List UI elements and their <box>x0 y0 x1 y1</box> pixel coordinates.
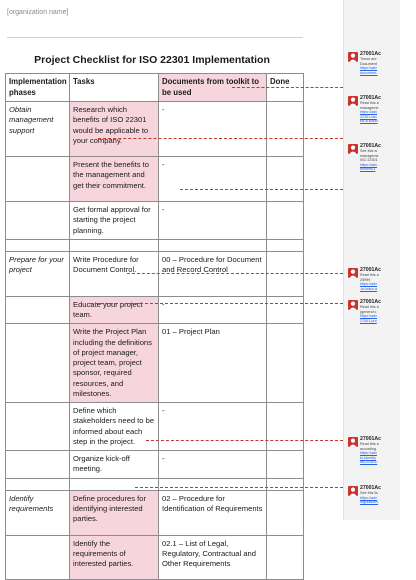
table-row <box>6 296 304 324</box>
user-icon <box>348 300 358 310</box>
phase-cell <box>6 202 70 240</box>
table-row <box>6 490 304 535</box>
phase-cell <box>6 324 70 403</box>
avatar <box>348 268 358 278</box>
task-cell: Write the Project Plan including the definitions of project manager, project team, project sponsor, required resources, and milestones. <box>70 324 159 403</box>
phase-cell <box>6 157 70 202</box>
comment-link[interactable]: -to-learn-a <box>360 286 378 291</box>
phase-cell <box>6 296 70 324</box>
document-cell: 02.1 – List of Legal, Regulatory, Contractual and Other Requirements <box>159 535 267 579</box>
document-cell: 02 – Procedure for Identification of Requirements <box>159 490 267 535</box>
comment-leader-line <box>127 273 343 274</box>
comment-link[interactable]: regulations <box>360 500 379 505</box>
comment-leader-line <box>146 440 343 441</box>
comment-text: See this w <box>360 149 378 153</box>
comment-leader-line <box>90 303 343 304</box>
comment-text: Read this a <box>360 273 379 277</box>
comment-text: See this lis <box>360 491 378 495</box>
comment-link[interactable]: benefits-f <box>360 167 376 172</box>
avatar <box>348 52 358 62</box>
comment-author: 27001Ac <box>360 485 382 491</box>
task-cell: Write Procedure for Document Control. <box>70 251 159 296</box>
column-header-documents: Documents from toolkit to be used <box>159 74 267 102</box>
done-cell[interactable] <box>267 403 304 451</box>
organization-name-placeholder: [organization name] <box>7 9 69 16</box>
done-cell[interactable] <box>267 451 304 479</box>
header-divider <box>7 37 303 38</box>
task-cell: Research which benefits of ISO 22301 would be applicable to your company. <box>70 102 159 157</box>
user-icon <box>348 144 358 154</box>
table-row <box>6 157 304 202</box>
comment-text: according <box>360 446 376 451</box>
avatar <box>348 144 358 154</box>
table-row <box>6 102 304 157</box>
phase-cell: Obtain management support <box>6 102 70 157</box>
user-icon <box>348 437 358 447</box>
avatar <box>348 437 358 447</box>
document-cell: - <box>159 403 267 451</box>
comment-link[interactable]: document- <box>360 70 378 75</box>
done-cell[interactable] <box>267 324 304 403</box>
column-header-phases: Implementation phases <box>6 74 70 102</box>
avatar <box>348 96 358 106</box>
table-row <box>6 535 304 579</box>
document-cell: - <box>159 202 267 240</box>
comment-link[interactable]: iso-22301/ <box>360 460 378 465</box>
task-cell: Educate your project team. <box>70 296 159 324</box>
avatar <box>348 300 358 310</box>
user-icon <box>348 96 358 106</box>
comment-text: Read this a <box>360 101 379 105</box>
comment-text: 25999 <box>360 277 371 282</box>
user-icon <box>348 52 358 62</box>
comment-link[interactable]: 22301-ber <box>360 114 377 119</box>
done-cell[interactable] <box>267 102 304 157</box>
comment-text: These are <box>360 57 377 61</box>
done-cell[interactable] <box>267 202 304 240</box>
comment-text: manageme <box>360 153 379 158</box>
phase-cell: Identify requirements <box>6 490 70 535</box>
comment-text: Read this a <box>360 442 379 446</box>
user-icon <box>348 486 358 496</box>
comments-pane <box>343 0 400 520</box>
comment-author: 27001Ac <box>360 143 382 149</box>
comment-link[interactable]: for-a-busin <box>360 119 378 124</box>
done-cell[interactable] <box>267 157 304 202</box>
table-row <box>6 202 304 240</box>
comment-link[interactable]: to-identify <box>360 455 376 460</box>
table-row <box>6 324 304 403</box>
checklist-table <box>5 73 304 580</box>
phase-cell: Prepare for your project <box>6 251 70 296</box>
document-cell: 00 – Procedure for Document and Record Control <box>159 251 267 296</box>
comment-author: 27001Ac <box>360 267 382 273</box>
document-cell: - <box>159 102 267 157</box>
comment-leader-line <box>135 487 343 488</box>
document-cell: - <box>159 157 267 202</box>
task-cell: Define procedures for identifying interested parties. <box>70 490 159 535</box>
column-header-done: Done <box>267 74 304 102</box>
phase-cell <box>6 535 70 579</box>
done-cell[interactable] <box>267 535 304 579</box>
comment-author: 27001Ac <box>360 95 382 101</box>
comment-author: 27001Ac <box>360 51 382 57</box>
task-cell: Present the benefits to the management and get their commitment. <box>70 157 159 202</box>
document-cell: - <box>159 451 267 479</box>
task-cell: Organize kick-off meeting. <box>70 451 159 479</box>
task-cell: Identify the requirements of interested parties. <box>70 535 159 579</box>
document-cell: 01 – Project Plan <box>159 324 267 403</box>
comment-link[interactable]: https://adv <box>360 451 378 456</box>
comment-author: 27001Ac <box>360 299 382 305</box>
document-title: Project Checklist for ISO 22301 Implementation <box>34 54 270 66</box>
comment-link[interactable]: https://adv <box>360 282 378 287</box>
phase-cell <box>6 403 70 451</box>
done-cell[interactable] <box>267 296 304 324</box>
spacer-row <box>6 478 304 490</box>
avatar <box>348 486 358 496</box>
user-icon <box>348 268 358 278</box>
column-header-tasks: Tasks <box>70 74 159 102</box>
comment-link[interactable]: 27001-pro <box>360 318 377 323</box>
comment-link[interactable]: https://adv <box>360 314 378 319</box>
comment-link[interactable]: https://adv <box>360 162 378 167</box>
done-cell[interactable] <box>267 490 304 535</box>
comment-text: Document <box>360 61 377 66</box>
comment-link[interactable]: https://adv <box>360 495 378 500</box>
comment-text: Read this a <box>360 305 379 309</box>
comment-author: 27001Ac <box>360 436 382 442</box>
comment-text: manageme <box>360 105 379 110</box>
comment-leader-line <box>180 189 343 190</box>
comment-link[interactable]: https://adv <box>360 110 378 115</box>
comment-link[interactable]: https://adv <box>360 66 378 71</box>
document-cell: - <box>159 296 267 324</box>
task-cell: Define which stakeholders need to be informed about each step in the project. <box>70 403 159 451</box>
table-row <box>6 403 304 451</box>
spacer-row <box>6 239 304 251</box>
task-cell: Get formal approval for starting the project planning. <box>70 202 159 240</box>
comment-leader-line <box>98 138 343 139</box>
phase-cell <box>6 451 70 479</box>
comment-text: ISO 22301 <box>360 158 378 163</box>
table-row <box>6 451 304 479</box>
comment-leader-line <box>232 87 343 88</box>
comment-text: (general c <box>360 309 377 314</box>
